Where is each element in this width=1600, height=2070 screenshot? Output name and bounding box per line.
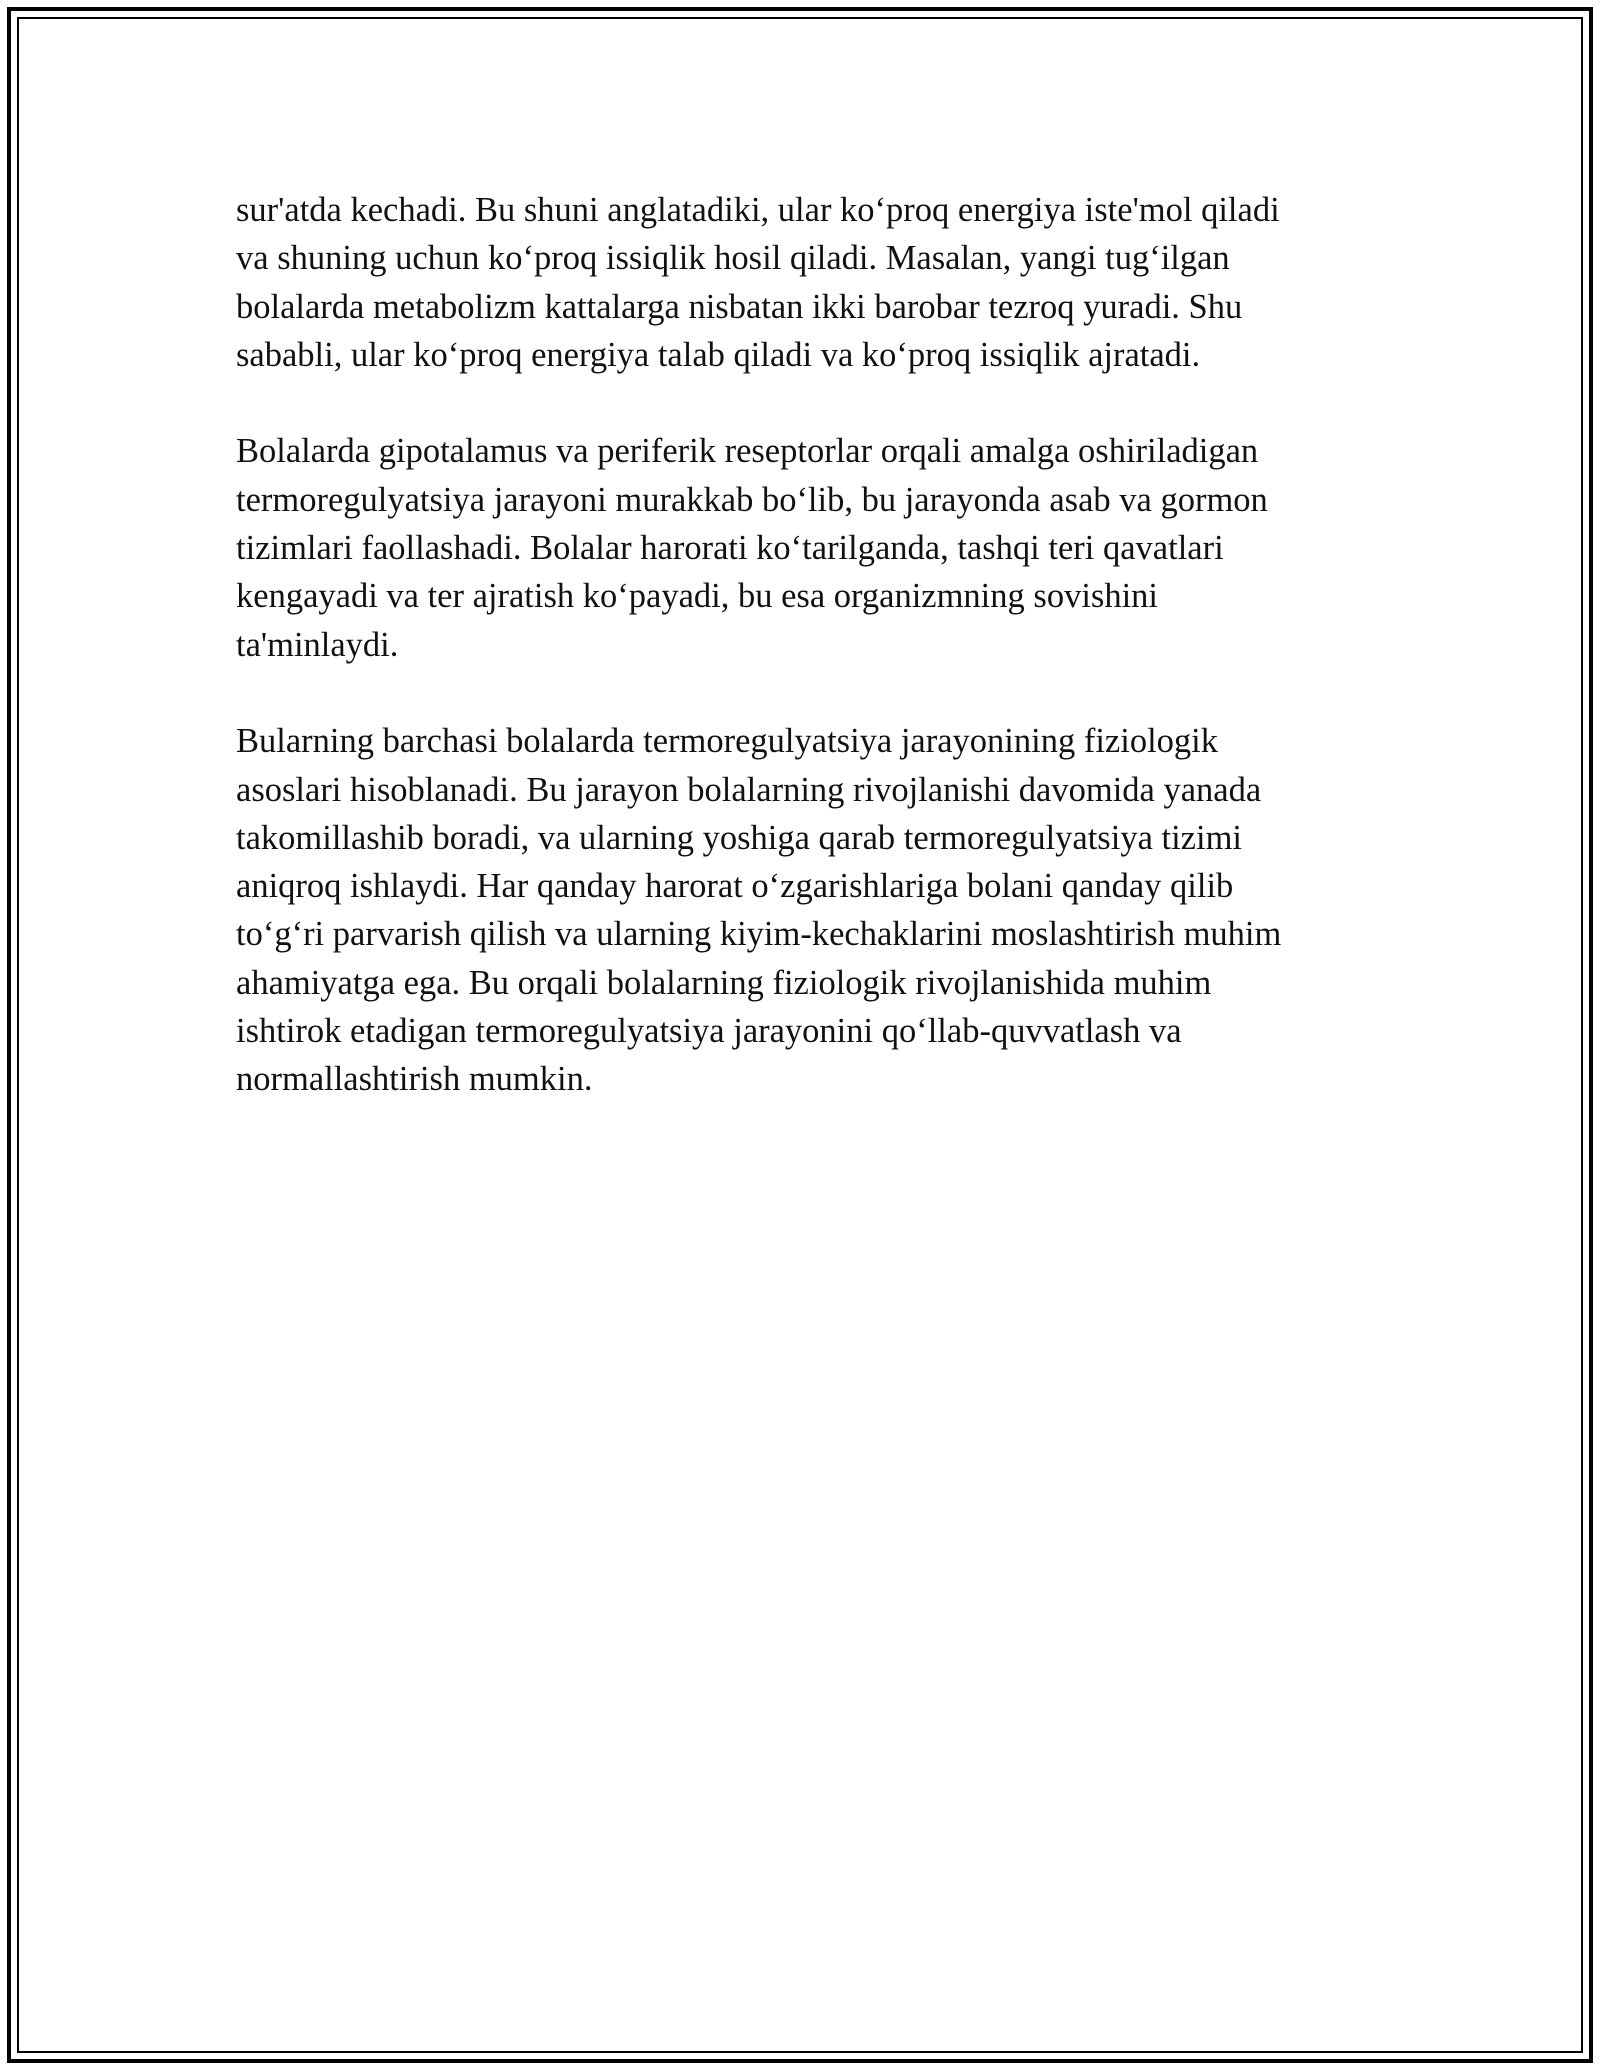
text-line: kengayadi va ter ajratish ko‘payadi, bu esa organizmning sovishini <box>236 577 1158 616</box>
text-line: ishtirok etadigan termoregulyatsiya jarayonini qo‘llab-quvvatlash va <box>236 1012 1182 1051</box>
text-line: sababli, ular ko‘proq energiya talab qiladi va ko‘proq issiqlik ajratadi. <box>236 335 1201 374</box>
text-line: Bolalarda gipotalamus va periferik reseptorlar orqali amalga oshiriladigan <box>236 432 1259 471</box>
text-line: ta'minlaydi. <box>236 625 399 664</box>
paragraph-metabolism <box>236 186 1366 379</box>
text-line: bolalarda metabolizm kattalarga nisbatan ikki barobar tezroq yuradi. Shu <box>236 287 1243 326</box>
text-line: normallashtirish mumkin. <box>236 1060 593 1099</box>
text-line: tizimlari faollashadi. Bolalar harorati ko‘tarilganda, tashqi teri qavatlari <box>236 529 1224 568</box>
text-line: Bularning barchasi bolalarda termoregulyatsiya jarayonining fiziologik <box>236 722 1218 761</box>
text-line: ahamiyatga ega. Bu orqali bolalarning fiziologik rivojlanishida muhim <box>236 963 1212 1002</box>
text-line: asoslari hisoblanadi. Bu jarayon bolalarning rivojlanishi davomida yanada <box>236 770 1262 809</box>
paragraph-conclusion <box>236 717 1366 1103</box>
paragraph-hypothalamus <box>236 427 1366 668</box>
text-line: termoregulyatsiya jarayoni murakkab bo‘lib, bu jarayonda asab va gormon <box>236 480 1268 519</box>
text-line: sur'atda kechadi. Bu shuni anglatadiki, ular ko‘proq energiya iste'mol qiladi <box>236 191 1280 229</box>
text-line: to‘g‘ri parvarish qilish va ularning kiyim-kechaklarini moslashtirish muhim <box>236 915 1282 954</box>
document-body <box>236 186 1366 1152</box>
text-line: va shuning uchun ko‘proq issiqlik hosil qiladi. Masalan, yangi tug‘ilgan <box>236 239 1230 278</box>
text-line: takomillashib boradi, va ularning yoshiga qarab termoregulyatsiya tizimi <box>236 818 1242 857</box>
text-line: aniqroq ishlaydi. Har qanday harorat o‘zgarishlariga bolani qanday qilib <box>236 867 1234 906</box>
